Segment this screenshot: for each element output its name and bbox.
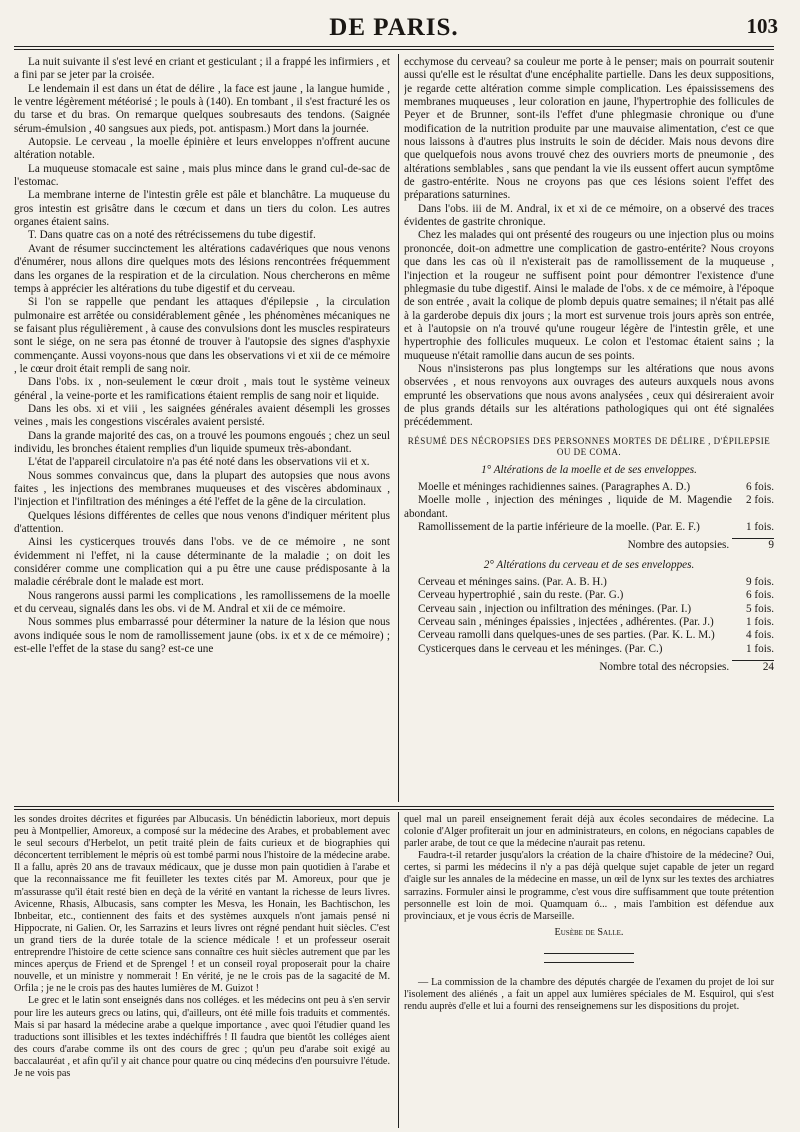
summary-row-label: Cerveau ramolli dans quelques-unes de ses parties. (Par. K. L. M.) [418, 629, 715, 642]
column-divider [398, 54, 399, 802]
summary-row-count: 1 fois. [746, 642, 774, 655]
summary-row-label: Cerveau hypertrophié , sain du reste. (Par. G.) [418, 589, 624, 602]
left-column [14, 56, 390, 804]
separator-rule [544, 962, 634, 963]
summary-total-label: Nombre total des nécropsies. [599, 661, 730, 674]
summary-row [404, 603, 774, 616]
page-number: 103 [746, 14, 778, 38]
running-title: DE PARIS. [329, 14, 459, 41]
header-rule-double [14, 49, 774, 50]
paragraph: Avant de résumer succinctement les altérations cadavériques que nous venons d'énumérer, nous allons dire quelques mots des lésions rencontrées fréquemment dans les organes de la respiration et de la circulation. Nous chercherons en même temps à apprécier les altérations du tube digestif et du cerveau. [14, 242, 390, 295]
summary-row-label: Cerveau sain , méninges épaissies , injectées , adhérentes. (Par. J.) [418, 616, 714, 629]
paragraph: La membrane interne de l'intestin grêle est pâle et blanchâtre. La muqueuse du gros intestin est grisâtre dans le cœcum et dans un tiers du colon. Les autres organes étaient sains. [14, 189, 390, 229]
summary-row-count: 6 fois. [746, 480, 774, 493]
paragraph: Dans l'obs. ix , non-seulement le cœur droit , mais tout le système veineux général , la veine-porte et les ramifications étaient remplis de sang noir et liquide. [14, 376, 390, 402]
feuilleton-divider [398, 812, 399, 1128]
summary-row-count: 9 fois. [746, 576, 774, 589]
paragraph: Le grec et le latin sont enseignés dans nos colléges. et les médecins ont peu à s'en servir pour lire les auteurs grecs ou latins, qui, d'ailleurs, ont été mille fois traduits et commentés. Mais si par hasard la médecine arabe a quelque importance , avec quoi l'étudier quand les traductions sont illisibles et les textes indéchiffrés ! Il faudra que bientôt les colléges aient des cours d'arabe comme ils ont des cours de grec ; qu'un peu d'arabe soit exigé au baccalauréat , et afin qu'il y ait chance pour quatre ou cinq médecins d'en poursuivre l'étude. Je ne vois pas [14, 995, 390, 1079]
paragraph: Dans la grande majorité des cas, on a trouvé les poumons engoués ; chez un seul individu, les bronches étaient remplies d'un liquide spumeux très-abondant. [14, 429, 390, 455]
summary-row-count: 6 fois. [746, 589, 774, 602]
paragraph: — La commission de la chambre des députés chargée de l'examen du projet de loi sur l'isolement des aliénés , a fait un appel aux lumières spéciales de M. Esquirol, qui s'est rendu auprès d'elle et lui a fourni des renseignemens sur les dispositions du projet. [404, 976, 774, 1013]
paragraph: Nous sommes plus embarrassé pour déterminer la nature de la lésion que nous avons indiquée sous le nom de ramollissement jaune (obs. ix et x de ce mémoire) ; est-elle l'effet de la stase du sang? est-ce une [14, 616, 390, 656]
paragraph: Le lendemain il est dans un état de délire , la face est jaune , la langue humide , le ventre légèrement météorisé ; le pouls à (140). En tombant , il s'est fracturé les os du tarse et du bras. On remarque quelques soubresauts des tendons. (Saignée sérum-émulsion , 40 sangsues aux pieds, pot. antispasm.) Mort dans la journée. [14, 82, 390, 135]
paragraph: Ainsi les cysticerques trouvés dans l'obs. ve de ce mémoire , ne sont évidemment ni l'effet, ni la cause déterminante de la maladie ; on doit les considérer comme une complication qui a pu être une cause prédisposante à la maladie cérébrale dont le malade est mort. [14, 536, 390, 589]
summary-row-label: Moelle et méninges rachidiennes saines. (Paragraphes A. D.) [418, 480, 691, 493]
summary-group-1 [404, 481, 774, 534]
feuilleton-rule-double [14, 809, 774, 810]
summary-row-count: 2 fois. [746, 494, 774, 507]
paragraph: quel mal un pareil enseignement ferait déjà aux écoles secondaires de médecine. La colonie d'Alger profiterait un jour en administrateurs, en colons, en négocians capables de parler arabe, de tout ce que la médecine n'aurait pas retenu. [404, 814, 774, 850]
summary-row-count: 5 fois. [746, 602, 774, 615]
paragraph: Nous sommes convaincus que, dans la plupart des autopsies que nous avons faites , les injections des membranes muqueuses et des viscères abdominaux , l'injection et l'infiltration des méninges a été l'effet de la gêne de la circulation. [14, 469, 390, 509]
summary-row-label: Cysticerques dans le cerveau et les méninges. (Par. C.) [418, 642, 663, 655]
header-rule [14, 46, 774, 47]
summary-row-label: Cerveau et méninges sains. (Par. A. B. H.) [418, 576, 607, 589]
summary-row-label: Moelle molle , injection des méninges , liquide de M. Magendie abondant. [404, 494, 732, 520]
summary-row [404, 494, 774, 521]
right-column [404, 56, 774, 804]
separator-rule [544, 953, 634, 954]
feuilleton-right [404, 814, 774, 1128]
feuilleton-rule [14, 806, 774, 807]
paragraph: Dans l'obs. iii de M. Andral, ix et xi de ce mémoire, on a observé des traces évidentes de gastrite chronique. [404, 202, 774, 229]
paragraph: L'état de l'appareil circulatoire n'a pas été noté dans les observations vii et x. [28, 456, 370, 469]
paragraph: Si l'on se rappelle que pendant les attaques d'épilepsie , la circulation pulmonaire est arrêtée ou considérablement gênée , les phénomènes mécaniques ne se faisant plus régulièrement , à cause des convulsions dont les muscles respirateurs sont le siége, on ne sera pas étonné de trouver à l'autopsie des signes d'asphyxie commençante. Aussi voyons-nous que dans les observations vi et xii de ce mémoire , le cœur droit était rempli de sang noir. [14, 296, 390, 375]
summary-row [404, 629, 774, 642]
summary-group-title: 1° Altérations de la moelle et de ses enveloppes. [481, 463, 697, 476]
feuilleton-left [14, 814, 390, 1128]
summary-row-count: 4 fois. [746, 629, 774, 642]
summary-total [404, 660, 774, 674]
paragraph: Autopsie. Le cerveau , la moelle épinière et leurs enveloppes n'offrent aucune altération notable. [14, 136, 390, 162]
summary-row-count: 1 fois. [746, 616, 774, 629]
paragraph: Nous rangerons aussi parmi les complications , les ramollissemens de la moelle et du cerveau, signalés dans les obs. vi de M. Andral et xii de ce mémoire. [14, 589, 390, 616]
summary-group-2 [404, 576, 774, 656]
summary-total [404, 538, 774, 552]
summary-row [404, 616, 774, 629]
summary-row-label: Ramollissement de la partie inférieure de la moelle. (Par. E. F.) [418, 521, 700, 533]
page-header [10, 14, 778, 44]
paragraph: les sondes droites décrites et figurées par Albucasis. Un bénédictin laborieux, mort depuis peu à Montpellier, Amoreux, a composé sur la médecine des Arabes, et probablement avec le seul secours d'Herbelot, un petit traité plein de faits curieux et de biographies qui déconcertent terriblement le mépris où est tombé parmi nous l'histoire de la médecine arabe. Il a fallu, après 20 ans de travaux médicaux, que je dusse mon pain quotidien à l'arabe et que la reconnaissance me fit feuilleter les textes cités par M. Amoreux, pour que je m'assurasse qu'il était resté bien en deçà de la vérité en vantant la richesse de leurs livres. Avicenne, Rhasis, Albucasis, sans compter les Mesva, les Honain, les Bachtischon, les Ibnbeitar, etc., contiennent des faits et des systèmes auxquels n'ont jamais pensé ni Hippocrate, ni Galien. Or, les Sarrazins et leurs livres ont régné pendant huit siècles. C'est un grand tiers de la durée totale de la science médicale ! et un professeur oserait entreprendre l'histoire de cette science sans connaître ces huit siècles autrement que par les minces aperçus de Friend et de Sprengel ! et un conseil royal proposerait pour la chaire nouvelle, et un ministre y nommerait ! En vérité, je ne le crois pas de la sagacité de M. Orfila ; je ne le crois pas des hautes lumières de M. Guizot ! [14, 814, 390, 995]
paragraph: Quelques lésions différentes de celles que nous venons d'indiquer méritent plus d'attention. [14, 509, 390, 536]
paragraph: Faudra-t-il retarder jusqu'alors la création de la chaire d'histoire de la médecine? Oui, certes, si parmi les médecins il n'y a pas déjà quelque sujet capable de jeter un regard d'aigle sur les annales de la médecine en masse, un œil de lynx sur les textes des archiatres sarrazins. Formuler ainsi le programme, c'est vous dire suffisamment que toute prétention personnelle est loin de moi. Quamquam ó... , mais l'ambition est défendue aux provinciaux, et je vous écris de Marseille. [404, 850, 774, 922]
author-signature: Eusèbe de Salle. [554, 926, 624, 938]
summary-group-title: 2° Altérations du cerveau et de ses enveloppes. [483, 558, 695, 571]
summary-row [404, 576, 774, 589]
summary-heading: RÉSUMÉ DES NÉCROPSIES DES PERSONNES MORTES DE DÉLIRE , D'ÉPILEPSIE OU DE COMA. [407, 435, 771, 457]
paragraph: ecchymose du cerveau? sa couleur me porte à le penser; mais on pourrait soutenir aussi qu'elle est le résultat d'une encéphalite partielle. Dans les deux suppositions, je regarde cette altération comme simple complication. Les épaississemens des membranes muqueuses , leur coloration en jaune, l'hypertrophie des follicules de Peyer et de Brunner, sont-ils l'effet d'une phlegmasie chronique ou d'une modification de la nutrition produite par une mauvaise alimentation, c'est ce que nous laissons à d'autres plus instruits le soin de décider. Mais nous devons dire que quelquefois nous avons trouvé chez des ouvriers morts de pneumonie , des altérations semblables , sans que pendant la vie ils eussent offert aucun symptôme de gastro-entérite. Nous ne croyons pas que ces lésions soient l'effet des préparations saturnines. [404, 56, 774, 202]
summary-row [404, 521, 774, 534]
paragraph: T. Dans quatre cas on a noté des rétrécissemens du tube digestif. [28, 229, 316, 242]
summary-row [404, 589, 774, 602]
summary-row [404, 643, 774, 656]
summary-total-label: Nombre des autopsies. [627, 539, 730, 552]
paragraph: Dans les obs. xi et viii , les saignées générales avaient désempli les grosses veines , mais les congestions viscérales avaient persisté. [14, 402, 390, 429]
paragraph: La muqueuse stomacale est saine , mais plus mince dans le grand cul-de-sac de l'estomac. [14, 162, 390, 189]
summary-total-value: 9 [732, 538, 774, 552]
summary-row-label: Cerveau sain , injection ou infiltration des méninges. (Par. I.) [418, 602, 692, 615]
paragraph: Nous n'insisterons pas plus longtemps sur les altérations que nous avons observées , et nous renvoyons aux ouvrages des auteurs auxquels nous avons emprunté les observations que nous avons analysées , ceux qui désireraient avoir de plus grands détails sur les altérations pathologiques qui ont été signalées précédemment. [404, 362, 774, 429]
summary-row-count: 1 fois. [746, 521, 774, 533]
summary-row [404, 481, 774, 494]
paragraph: La nuit suivante il s'est levé en criant et gesticulant ; il a frappé les infirmiers , et a fini par se jeter par la croisée. [14, 56, 390, 82]
summary-total-value: 24 [732, 660, 774, 674]
paragraph: Chez les malades qui ont présenté des rougeurs ou une injection plus ou moins prononcée, doit-on admettre une complication de gastro-entérite? Nous croyons que dans les cas où il n'existerait pas de ramollissement de la muqueuse , l'injection et la rougeur ne suffisent point pour démontrer l'existence d'une phlegmasie du tube digestif. Ainsi le malade de l'obs. x de ce mémoire, à l'époque de son entrée , avait la colique de plomb depuis quatre semaines; il n'était pas allé à la garderobe depuis dix jours ; la mort est survenue trois jours après son entrée, et à l'autopsie on n'a trouvé qu'une rougeur légère de l'intestin grêle, et une hypertrophie des follicules muqueux. Le colon et l'estomac étaient sains ; la muqueuse n'était ramollie dans aucun de ses points. [404, 229, 774, 362]
